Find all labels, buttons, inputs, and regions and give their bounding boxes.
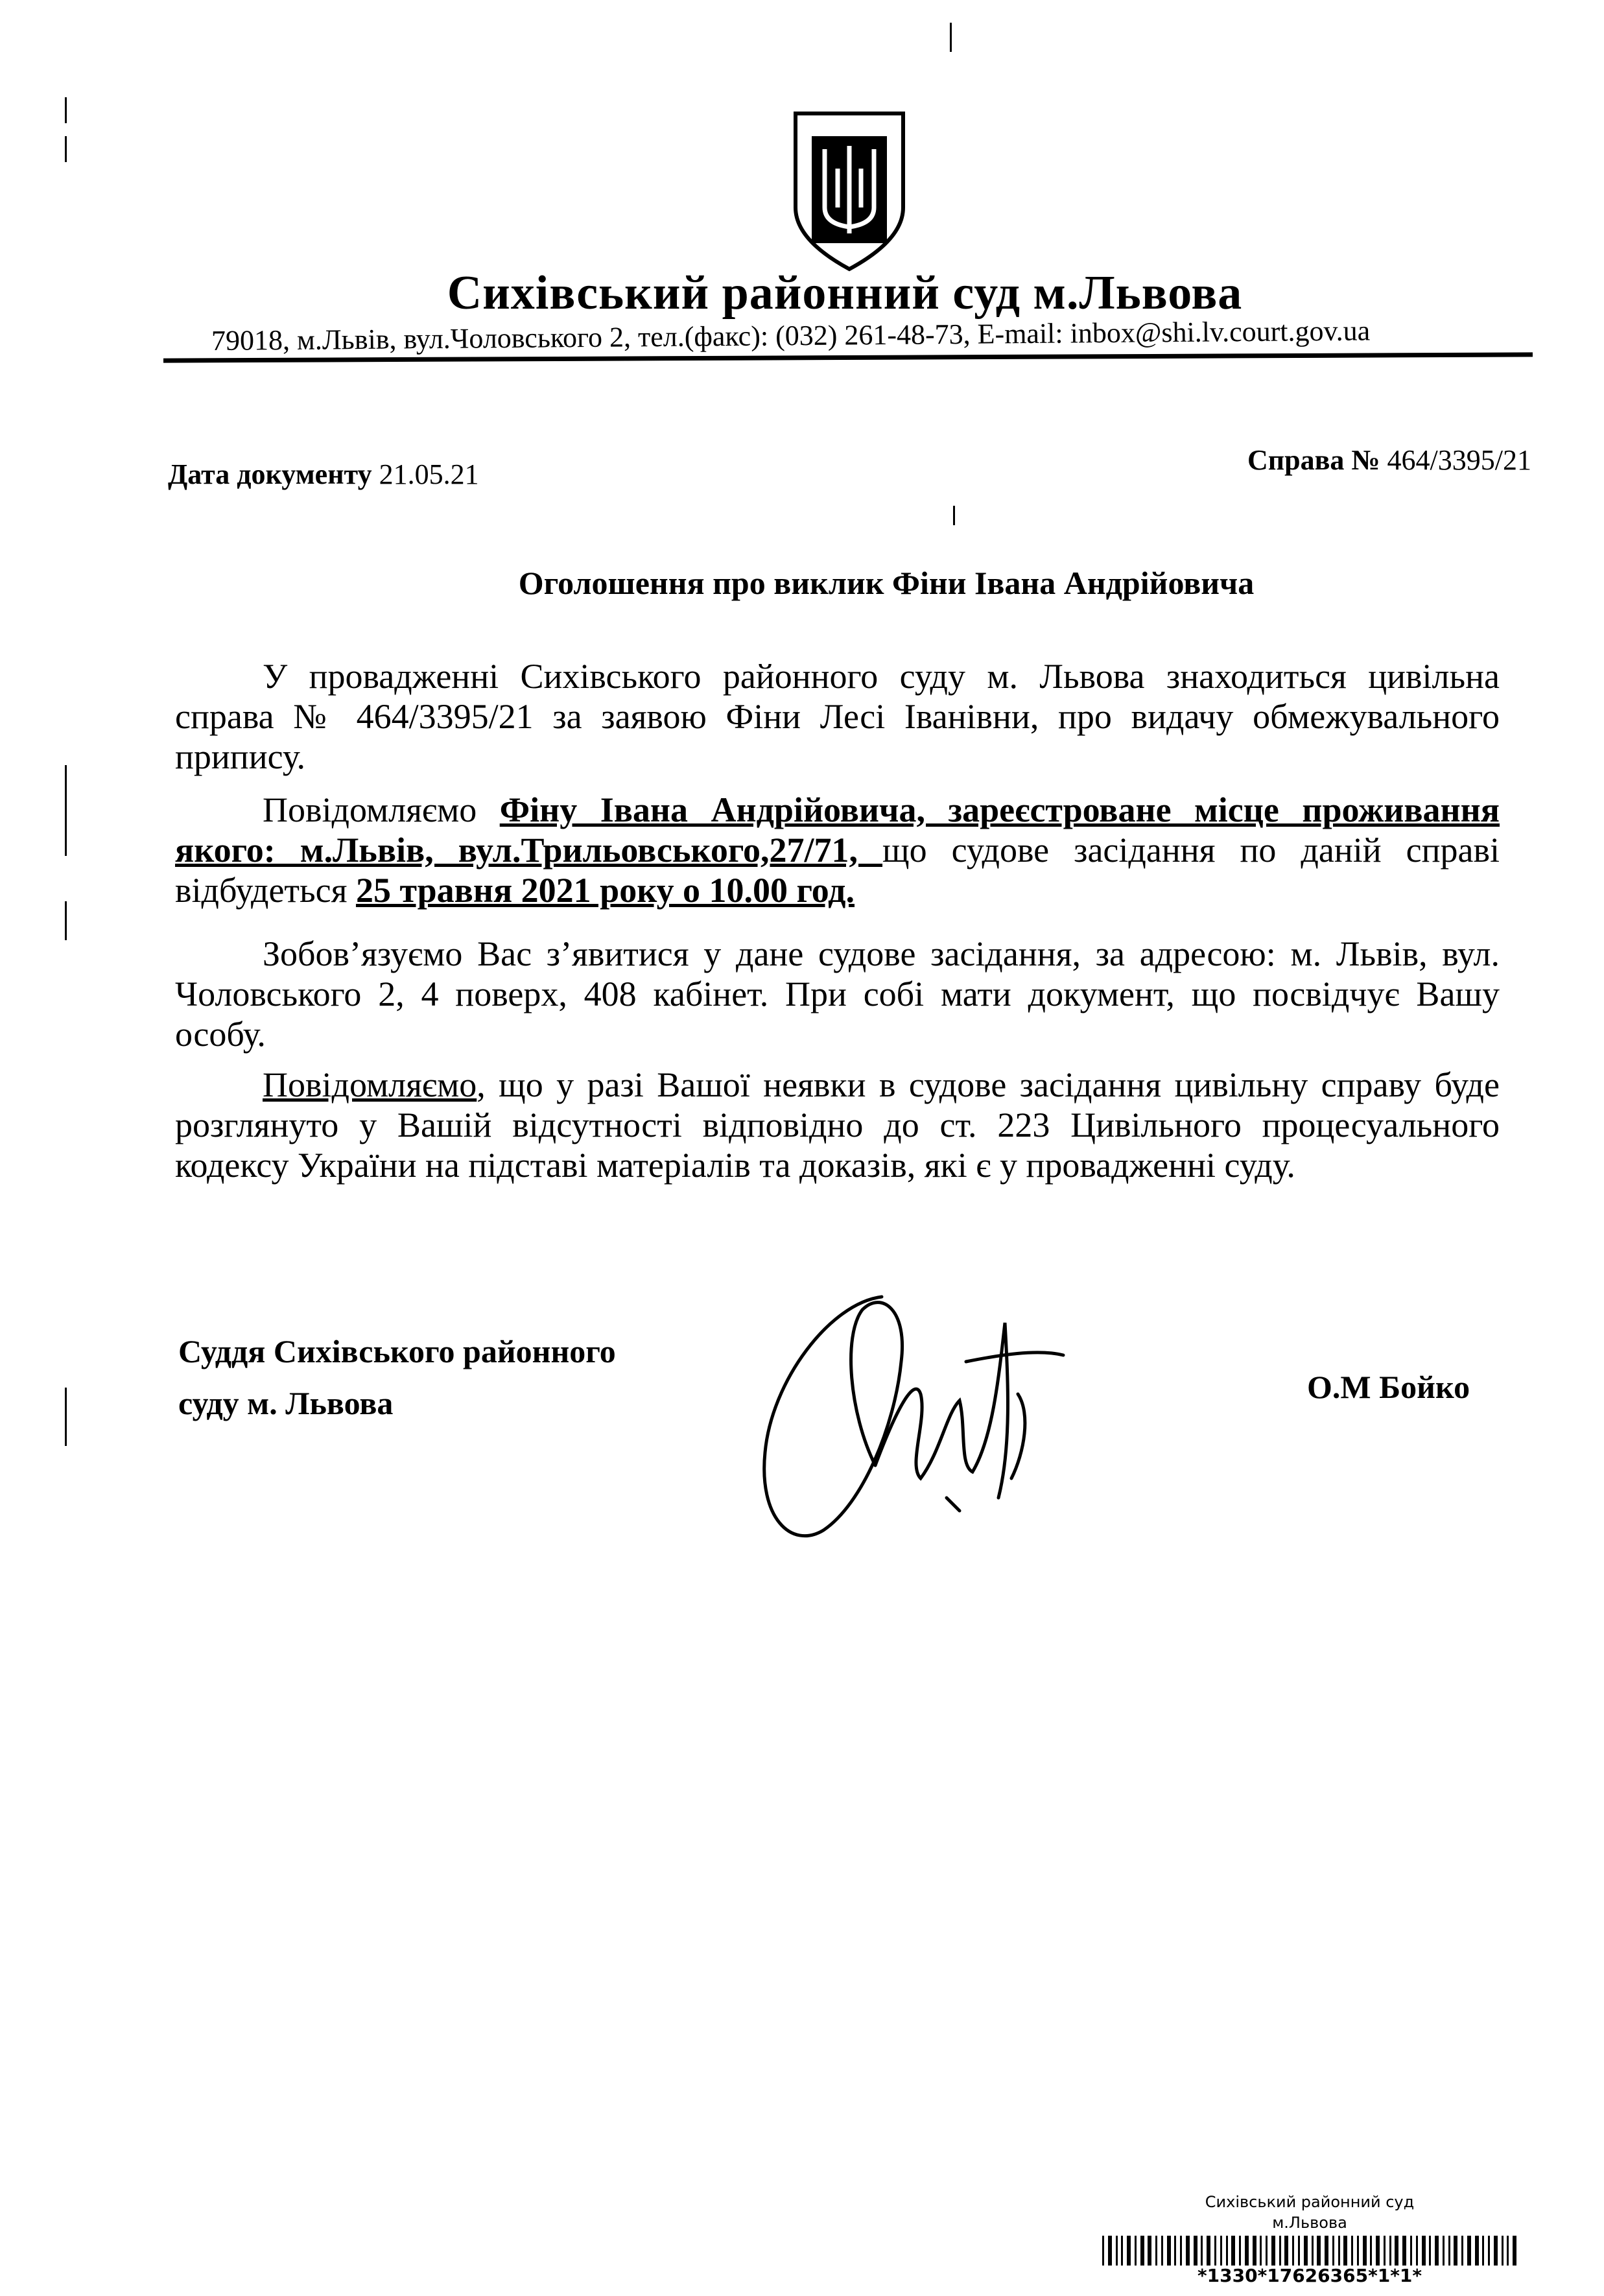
barcode-bar — [1226, 2236, 1228, 2266]
scan-artifact — [65, 1388, 67, 1446]
barcode-bar — [1502, 2236, 1504, 2266]
barcode-bar — [1370, 2236, 1372, 2266]
p2-middle: що судове засідання по даній справі відбудеться — [175, 831, 1500, 910]
barcode — [1102, 2236, 1517, 2266]
scan-artifact — [65, 901, 67, 940]
barcode-bar — [1155, 2236, 1157, 2266]
barcode-bar — [1395, 2236, 1398, 2266]
barcode-bar — [1363, 2236, 1367, 2266]
barcode-bar — [1180, 2236, 1182, 2266]
barcode-number: *1330*17626365*1*1* — [1197, 2265, 1422, 2286]
barcode-bar — [1201, 2236, 1203, 2266]
barcode-bar — [1389, 2236, 1391, 2266]
barcode-bar — [1513, 2236, 1516, 2266]
barcode-bar — [1494, 2236, 1498, 2266]
p4-lead: Повідомляємо — [263, 1065, 477, 1104]
court-address: 79018, м.Львів, вул.Чоловського 2, тел.(факс): (032) 261-48-73, E-mail: inbox@shi.lv.court.gov.ua — [211, 314, 1371, 357]
p2-person-address: Фіну Івана Андрійовича, зареєстроване місце проживання якого: м.Львів, вул.Трильовського,27/71, — [175, 790, 1500, 870]
barcode-bar — [1402, 2236, 1406, 2266]
barcode-bar — [1148, 2236, 1151, 2266]
date-label: Дата документу — [168, 458, 372, 490]
p4-rest: , що у разі Вашої неявки в судове засідання цивільну справу буде розглянуто у Вашій відсутності відповідно до ст. 223 Цивільного процесуального кодексу України на підставі матеріалів та доказів, які є у провадженні суду. — [175, 1065, 1500, 1185]
paragraph-obligation: Зобов’язуємо Вас з’явитися у дане судове засідання, за адресою: м. Львів, вул. Чоловського 2, 4 поверх, 408 кабінет. При собі мати документ, що посвідчує Вашу особу. — [175, 934, 1500, 1054]
barcode-bar — [1174, 2236, 1176, 2266]
barcode-bar — [1279, 2236, 1281, 2266]
barcode-bar — [1376, 2236, 1380, 2266]
scan-artifact — [950, 23, 952, 52]
barcode-bar — [1435, 2236, 1439, 2266]
barcode-bar — [1161, 2236, 1163, 2266]
barcode-bar — [1338, 2236, 1340, 2266]
barcode-bar — [1312, 2236, 1314, 2266]
coat-of-arms-trident-icon — [792, 110, 906, 272]
scan-artifact — [65, 136, 67, 162]
case-value: 464/3395/21 — [1387, 444, 1531, 476]
announcement-heading: Оголошення про виклик Фіни Івана Андрійовича — [518, 565, 1255, 601]
judge-name: О.М Бойко — [1307, 1369, 1470, 1405]
barcode-bar — [1357, 2236, 1359, 2266]
case-label: Справа № — [1247, 444, 1380, 476]
stamp-court-name: Сихівський районний суд — [1205, 2193, 1415, 2211]
scan-artifact — [953, 506, 955, 525]
barcode-bar — [1102, 2236, 1104, 2266]
case-number — [1247, 444, 1531, 477]
barcode-bar — [1194, 2236, 1197, 2266]
barcode-bar — [1220, 2236, 1222, 2266]
judge-title-line2: суду м. Львова — [178, 1385, 394, 1421]
barcode-bar — [1186, 2236, 1190, 2266]
barcode-bar — [1253, 2236, 1256, 2266]
document-date — [168, 458, 479, 491]
barcode-bar — [1207, 2236, 1210, 2266]
barcode-bar — [1214, 2236, 1216, 2266]
barcode-bar — [1266, 2236, 1268, 2266]
barcode-bar — [1454, 2236, 1457, 2266]
barcode-bar — [1140, 2236, 1144, 2266]
barcode-bar — [1239, 2236, 1241, 2266]
barcode-bar — [1416, 2236, 1418, 2266]
court-name-title: Сихівський районний суд м.Львова — [447, 266, 1243, 320]
paragraph-warning — [175, 1065, 1500, 1185]
barcode-bar — [1384, 2236, 1386, 2266]
barcode-bar — [1245, 2236, 1249, 2266]
barcode-bar — [1121, 2236, 1123, 2266]
barcode-bar — [1448, 2236, 1450, 2266]
p2-intro: Повідомляємо — [263, 790, 500, 829]
barcode-bar — [1461, 2236, 1463, 2266]
p2-hearing-date: 25 травня 2021 року о 10.00 год. — [355, 871, 855, 910]
barcode-bar — [1507, 2236, 1509, 2266]
barcode-bar — [1271, 2236, 1275, 2266]
barcode-bar — [1351, 2236, 1353, 2266]
barcode-bar — [1231, 2236, 1235, 2266]
barcode-bar — [1292, 2236, 1294, 2266]
barcode-bar — [1422, 2236, 1426, 2266]
barcode-bar — [1429, 2236, 1431, 2266]
barcode-bar — [1475, 2236, 1479, 2266]
stamp-city: м.Львова — [1272, 2214, 1347, 2232]
registry-stamp — [1057, 2192, 1563, 2286]
barcode-bar — [1116, 2236, 1118, 2266]
barcode-bar — [1343, 2236, 1347, 2266]
barcode-bar — [1325, 2236, 1328, 2266]
barcode-bar — [1135, 2236, 1137, 2266]
date-value: 21.05.21 — [379, 458, 479, 490]
scan-artifact — [65, 97, 67, 123]
barcode-bar — [1482, 2236, 1484, 2266]
paragraph-case-info: У провадженні Сихівського районного суду м. Львова знаходиться цивільна справа № 464/3395/21 за заявою Фіни Лесі Іванівни, про видачу обмежувального припису. — [175, 657, 1500, 776]
barcode-bar — [1304, 2236, 1308, 2266]
barcode-bar — [1317, 2236, 1321, 2266]
barcode-bar — [1467, 2236, 1471, 2266]
barcode-bar — [1410, 2236, 1412, 2266]
barcode-bar — [1298, 2236, 1300, 2266]
barcode-bar — [1332, 2236, 1334, 2266]
barcode-bar — [1108, 2236, 1112, 2266]
barcode-bar — [1443, 2236, 1445, 2266]
paragraph-notification — [175, 790, 1500, 910]
scan-artifact — [65, 765, 67, 856]
handwritten-signature — [752, 1284, 1102, 1556]
barcode-bar — [1260, 2236, 1262, 2266]
judge-title-line1: Суддя Сихівського районного — [178, 1333, 616, 1369]
barcode-bar — [1167, 2236, 1171, 2266]
barcode-bar — [1127, 2236, 1131, 2266]
barcode-bar — [1488, 2236, 1490, 2266]
barcode-bar — [1284, 2236, 1288, 2266]
